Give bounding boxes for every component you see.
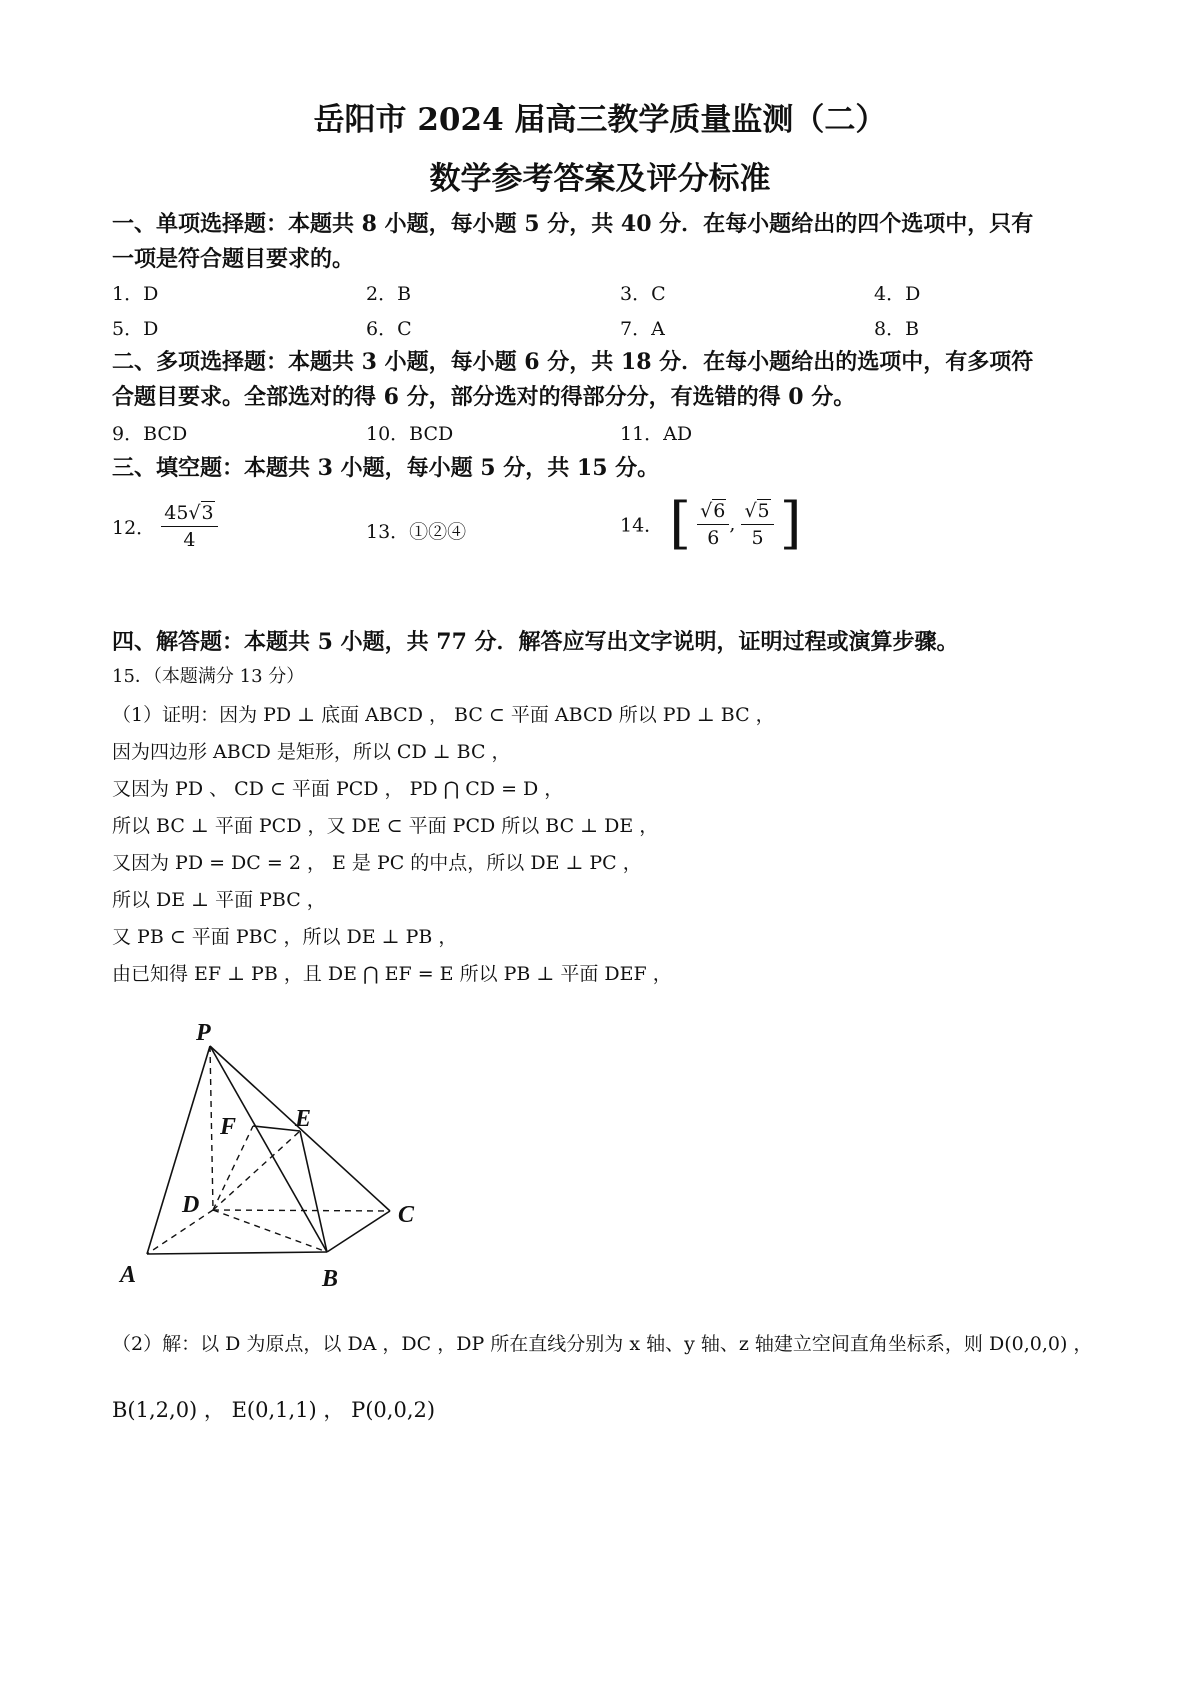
edge-fe bbox=[253, 1126, 300, 1131]
part2-line-1: （2）解：以 D 为原点，以 DA ，DC ，DP 所在直线分别为 x 轴、y 轴、z 轴建立空间直角坐标系，则 D(0,0,0) ， bbox=[112, 1333, 1093, 1355]
proof-line-4: 所以 BC ⊥ 平面 PCD ，又 DE ⊂ 平面 PCD 所以 BC ⊥ DE ， bbox=[112, 815, 659, 837]
answer-6: 6．C bbox=[366, 318, 412, 340]
answer-7: 7．A bbox=[620, 318, 665, 340]
edge-pa bbox=[147, 1046, 210, 1254]
answer-12-fraction bbox=[161, 500, 217, 553]
answer-2: 2．B bbox=[366, 283, 412, 305]
answer-14-a-denominator: 6 bbox=[707, 526, 720, 549]
answer-14-a-radicand: 6 bbox=[713, 499, 726, 522]
left-bracket: [ bbox=[669, 491, 692, 556]
answer-12-numerator: 45 bbox=[164, 502, 189, 524]
section1-heading-line2: 一项是符合题目要求的。 bbox=[112, 246, 355, 272]
answer-14-comma: , bbox=[729, 513, 736, 535]
edge-de bbox=[213, 1131, 300, 1210]
answer-3: 3．C bbox=[620, 283, 666, 305]
section3-heading: 三、填空题：本题共 3 小题，每小题 5 分，共 15 分。 bbox=[112, 455, 660, 481]
answer-1: 1．D bbox=[112, 283, 159, 305]
proof-line-5: 又因为 PD = DC = 2 ， E 是 PC 的中点，所以 DE ⊥ PC ， bbox=[112, 852, 642, 874]
vertex-label-a: A bbox=[120, 1262, 137, 1288]
edge-pd bbox=[210, 1046, 213, 1210]
page-title: 岳阳市 2024 届高三教学质量监测（二） bbox=[313, 102, 887, 138]
vertex-label-e: E bbox=[295, 1106, 312, 1132]
answer-10: 10．BCD bbox=[366, 423, 454, 445]
section4-heading: 四、解答题：本题共 5 小题，共 77 分．解答应写出文字说明，证明过程或演算步骤。 bbox=[112, 629, 959, 655]
answer-12 bbox=[112, 500, 218, 553]
pyramid-figure bbox=[110, 1000, 440, 1290]
proof-line-6: 所以 DE ⊥ 平面 PBC ， bbox=[112, 889, 326, 911]
edge-da bbox=[147, 1210, 213, 1254]
section2-heading-line1: 二、多项选择题：本题共 3 小题，每小题 6 分，共 18 分．在每小题给出的选项中，有多项符 bbox=[112, 349, 1034, 375]
answer-14-b-denominator: 5 bbox=[751, 526, 764, 549]
sqrt-sign: √ bbox=[188, 502, 201, 524]
answer-9: 9．BCD bbox=[112, 423, 188, 445]
answer-14-b-radicand: 5 bbox=[757, 499, 770, 522]
answer-13: 13．①②④ bbox=[366, 521, 467, 543]
vertex-label-d: D bbox=[182, 1192, 200, 1218]
answer-14-fraction-a bbox=[697, 498, 729, 551]
answer-12-label: 12． bbox=[112, 517, 156, 539]
vertex-label-p: P bbox=[196, 1020, 211, 1046]
edge-bc bbox=[327, 1211, 390, 1252]
edge-ab bbox=[147, 1252, 327, 1254]
answer-14-fraction-b bbox=[741, 498, 773, 551]
sqrt-sign: √ bbox=[744, 499, 757, 522]
answer-14-label: 14． bbox=[620, 514, 664, 537]
section2-heading-line2: 合题目要求。全部选对的得 6 分，部分选对的得部分分，有选错的得 0 分。 bbox=[112, 384, 856, 410]
proof-line-7: 又 PB ⊂ 平面 PBC ，所以 DE ⊥ PB ， bbox=[112, 926, 458, 948]
vertex-label-b: B bbox=[322, 1266, 339, 1290]
proof-line-2: 因为四边形 ABCD 是矩形，所以 CD ⊥ BC ， bbox=[112, 741, 511, 763]
edge-db bbox=[213, 1210, 327, 1252]
answer-5: 5．D bbox=[112, 318, 159, 340]
answer-14 bbox=[620, 491, 802, 556]
vertex-label-f: F bbox=[220, 1114, 237, 1140]
right-bracket: ] bbox=[779, 491, 802, 556]
edge-pb bbox=[210, 1046, 327, 1252]
page-subtitle: 数学参考答案及评分标准 bbox=[429, 161, 771, 197]
proof-line-3: 又因为 PD 、 CD ⊂ 平面 PCD ， PD ⋂ CD = D ， bbox=[112, 778, 564, 800]
answer-11: 11．AD bbox=[620, 423, 693, 445]
vertex-label-c: C bbox=[398, 1202, 415, 1228]
section1-heading-line1: 一、单项选择题：本题共 8 小题，每小题 5 分，共 40 分．在每小题给出的四个选项中，只有 bbox=[112, 211, 1034, 237]
part2-line-2: B(1,2,0) ， E(0,1,1) ， P(0,0,2) bbox=[112, 1398, 436, 1422]
sqrt-sign: √ bbox=[700, 499, 713, 522]
proof-line-1: （1）证明：因为 PD ⊥ 底面 ABCD ， BC ⊂ 平面 ABCD 所以 PD ⊥ BC ， bbox=[112, 704, 775, 726]
edge-dc bbox=[213, 1210, 390, 1211]
proof-line-8: 由已知得 EF ⊥ PB ，且 DE ⋂ EF = E 所以 PB ⊥ 平面 DEF ， bbox=[112, 963, 672, 985]
question-15-heading: 15．（本题满分 13 分） bbox=[112, 666, 305, 687]
answer-8: 8．B bbox=[874, 318, 920, 340]
answer-12-radicand: 3 bbox=[201, 502, 214, 524]
answer-12-denominator: 4 bbox=[183, 529, 196, 551]
answer-4: 4．D bbox=[874, 283, 921, 305]
